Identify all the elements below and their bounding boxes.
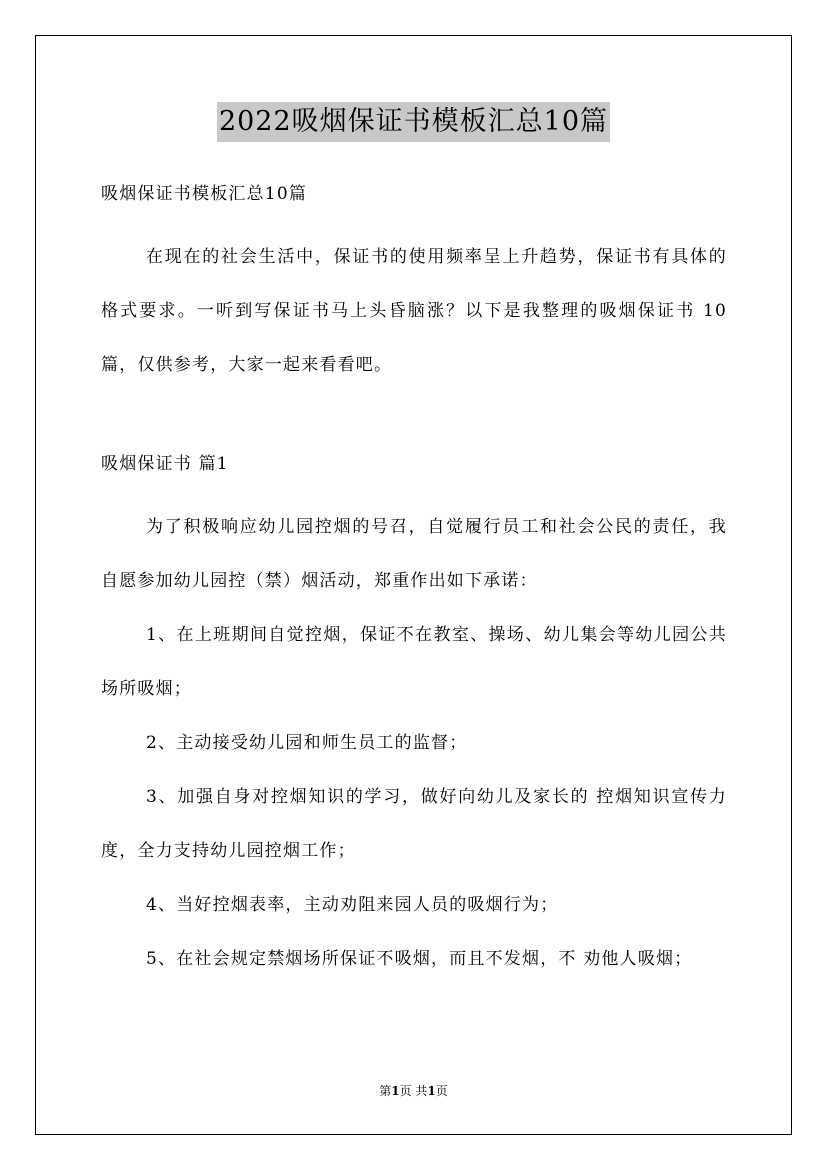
document-subtitle: 吸烟保证书模板汇总10篇 [101, 184, 308, 204]
footer-page-total: 1 [427, 1084, 436, 1098]
footer-page-suffix: 页 [435, 1084, 448, 1098]
section-content [101, 500, 727, 986]
paragraph-commitment: 为了积极响应幼儿园控烟的号召，自觉履行员工和社会公民的责任，我自愿参加幼儿园控（禁）烟活动，郑重作出如下承诺： [101, 517, 727, 591]
title-container [0, 102, 827, 142]
footer-page-prefix: 第 [379, 1084, 392, 1098]
paragraph-item-2: 2、主动接受幼儿园和师生员工的监督； [146, 733, 468, 753]
paragraph-item-3: 3、加强自身对控烟知识的学习，做好向幼儿及家长的 控烟知识宣传力度，全力支持幼儿园控烟工作； [101, 787, 727, 861]
paragraph-item-5: 5、在社会规定禁烟场所保证不吸烟，而且不发烟，不 劝他人吸烟； [146, 949, 693, 969]
paragraph-item-4: 4、当好控烟表率，主动劝阻来园人员的吸烟行为； [146, 895, 559, 915]
document-title: 2022吸烟保证书模板汇总10篇 [217, 102, 610, 142]
paragraph-item-1: 1、在上班期间自觉控烟，保证不在教室、操场、幼儿集会等幼儿园公共场所吸烟； [101, 625, 727, 699]
footer-page-current: 1 [391, 1084, 400, 1098]
footer-page-mid: 页 共 [399, 1084, 428, 1098]
page-footer [0, 1083, 827, 1099]
section-heading: 吸烟保证书 篇1 [101, 454, 229, 474]
intro-paragraph: 在现在的社会生活中，保证书的使用频率呈上升趋势，保证书有具体的格式要求。一听到写保证书马上头昏脑涨？以下是我整理的吸烟保证书 10篇，仅供参考，大家一起来看看吧。 [101, 247, 727, 375]
